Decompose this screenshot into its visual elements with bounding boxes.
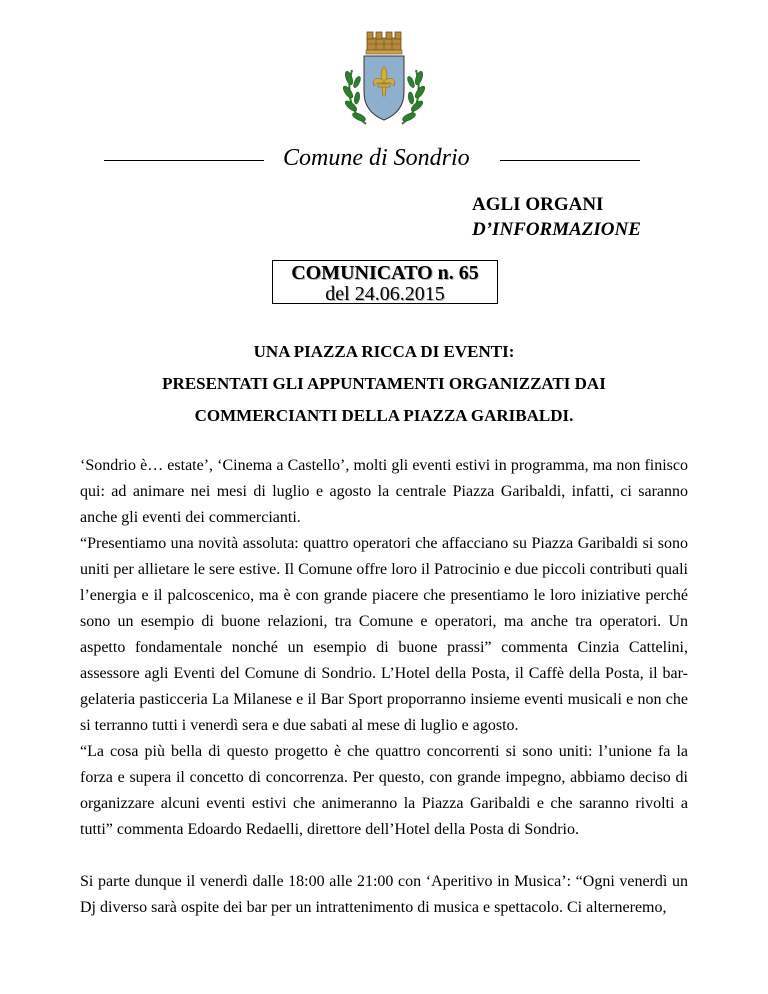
press-release-number: COMUNICATO n. 65: [291, 262, 479, 284]
headline: [100, 336, 668, 432]
body-text: [80, 453, 688, 921]
municipality-name: Comune di Sondrio: [283, 145, 470, 171]
press-release-box: [272, 260, 498, 304]
header-rule-right: [500, 160, 640, 161]
paragraph: “La cosa più bella di questo progetto è che quattro concorrenti si sono uniti: l’unione fa la forza e supera il concetto di concorrenza. Per questo, con grande impegno, abbiamo deciso di organizzare alcuni eventi estivi che animeranno la Piazza Garibaldi e che saranno rivolti a tutti” commenta Edoardo Redaelli, direttore dell’Hotel della Posta di Sondrio.: [80, 743, 688, 838]
recipient-block: [472, 192, 641, 242]
header-rule-left: [104, 160, 264, 161]
recipient-line: D’INFORMAZIONE: [472, 219, 641, 240]
paragraph: ‘Sondrio è… estate’, ‘Cinema a Castello’, molti gli eventi estivi in programma, ma non finisco qui: ad animare nei mesi di luglio e agosto la centrale Piazza Garibaldi, infatti, ci saranno anche gli eventi dei commercianti.: [80, 457, 688, 526]
headline-line: PRESENTATI GLI APPUNTAMENTI ORGANIZZATI DAI: [162, 374, 606, 393]
paragraph: “Presentiamo una novità assoluta: quattro operatori che affacciano su Piazza Garibaldi si sono uniti per allietare le sere estive. Il Comune offre loro il Patrocinio e due piccoli contributi quali l’energia e il palcoscenico, ma è con grande piacere che presentiamo le loro iniziative perché sono un esempio di buone relazioni, tra Comune e operatori, ma anche tra operatori. Un aspetto fondamentale nonché un esempio di buone prassi” commenta Cinzia Cattelini, assessore agli Eventi del Comune di Sondrio. L’Hotel della Posta, il Caffè della Posta, il bar-gelateria pasticceria La Milanese e il Bar Sport proporranno insieme eventi musicali e non che si terranno tutti i venerdì sera e due sabati al mese di luglio e agosto.: [80, 535, 688, 734]
paragraph: Si parte dunque il venerdì dalle 18:00 alle 21:00 con ‘Aperitivo in Musica’: “Ogni venerdì un Dj diverso sarà ospite dei bar per un intrattenimento di musica e spettacolo. Ci alterneremo,: [80, 873, 688, 916]
recipient-line: AGLI ORGANI: [472, 194, 604, 215]
headline-line: COMMERCIANTI DELLA PIAZZA GARIBALDI.: [194, 406, 574, 425]
coat-of-arms-icon: [336, 20, 432, 132]
headline-line: UNA PIAZZA RICCA DI EVENTI:: [253, 342, 515, 361]
press-release-date: del 24.06.2015: [325, 283, 445, 305]
